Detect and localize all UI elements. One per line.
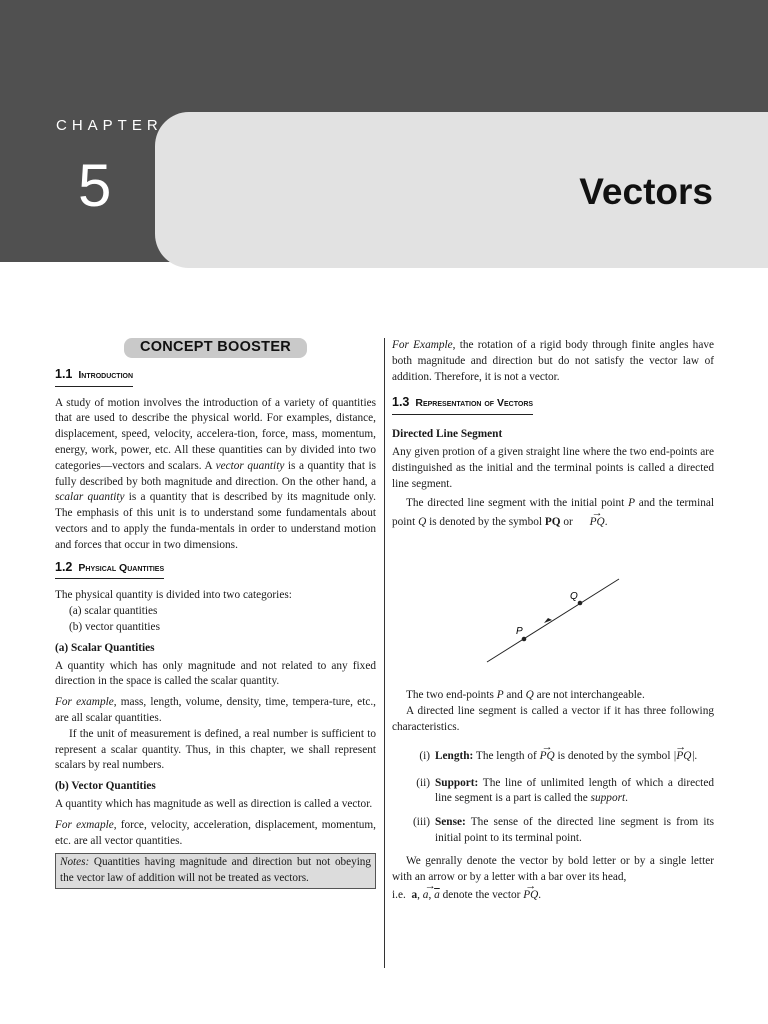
intro-vector-quantity: vector quantity bbox=[215, 459, 285, 472]
section-1-3-heading bbox=[392, 395, 533, 415]
symbol-a-bold: a bbox=[411, 889, 418, 902]
intro-paragraph bbox=[55, 396, 376, 554]
char-number: (ii) bbox=[416, 776, 430, 789]
point-p: P bbox=[628, 497, 635, 510]
intro-text-b: is a quantity that is fully described by both magnitude and direction. On the other hand, a bbox=[55, 459, 377, 488]
char2-text-a: The line of unlimited length of which a directed line segment is a part is called the bbox=[435, 776, 714, 805]
intro-text-c: is a quantity that is described by its magnitude only. The emphasis of this unit is to understand some fundamentals about vectors and to apply the funda-mentals in order to understand motion and forces that occur in two dimensions. bbox=[55, 491, 376, 551]
char-text: Support: The line of unlimited length of which a directed line segment is a part is called the support. bbox=[435, 776, 714, 805]
section-number: 1.1 bbox=[55, 366, 73, 381]
diagram-label-q: Q bbox=[570, 591, 578, 603]
symbol-a-bar: $\overline{a}$ bbox=[434, 889, 440, 902]
symbol-pq-arrow: → PQ bbox=[576, 513, 605, 532]
char-text bbox=[435, 744, 714, 768]
endpoints-text-b: are not interchangeable. bbox=[536, 689, 645, 702]
ie-text: i.e. bbox=[392, 889, 406, 902]
left-column bbox=[55, 338, 376, 889]
dls-sym-text-b: and the terminal point bbox=[392, 497, 715, 529]
section-title: Introduction bbox=[78, 368, 134, 381]
section-number: 1.2 bbox=[55, 559, 73, 574]
notes-label: Notes: bbox=[60, 856, 90, 869]
section-number: 1.3 bbox=[392, 395, 410, 410]
scalar-example-text: , mass, length, volume, density, time, tempera-ture, etc., are all scalar quantities. bbox=[55, 696, 376, 724]
vector-if-paragraph: A directed line segment is called a vector if it has three following characteristics. bbox=[392, 704, 714, 733]
pq-item-a: (a) scalar quantities bbox=[69, 605, 158, 618]
characteristic-sense bbox=[392, 815, 714, 847]
symbol-pq-bold: PQ bbox=[544, 516, 561, 529]
ie-line: i.e. a, → a, $\overline{a}$ denote the vector → PQ. bbox=[392, 885, 714, 905]
section-1-2-heading bbox=[55, 560, 164, 580]
scalar-definition: A quantity which has only magnitude and not related to any fixed direction in the space is called the scalar quantity. bbox=[55, 659, 376, 688]
directed-line-segment-diagram bbox=[392, 532, 714, 682]
endpoints-paragraph bbox=[392, 688, 714, 704]
point-q: Q bbox=[525, 689, 534, 702]
scalar-example bbox=[55, 695, 376, 727]
or-text: or bbox=[563, 516, 573, 529]
point-q-dot bbox=[578, 601, 583, 606]
dls-sym-text-c: is denoted by the symbol bbox=[429, 516, 543, 529]
section-1-1-heading bbox=[55, 367, 133, 387]
section-title: Representation of Vectors bbox=[415, 397, 534, 410]
point-q: Q bbox=[418, 516, 427, 529]
characteristic-support bbox=[392, 776, 714, 808]
scalar-heading: (a) Scalar Quantities bbox=[55, 641, 155, 654]
right-column bbox=[392, 338, 714, 905]
symbol-abs-pq: → |PQ|. bbox=[673, 744, 697, 768]
rotation-example-label: For Example bbox=[392, 339, 453, 351]
intro-text-a: A study of motion involves the introduction of a variety of quantities that are used to describe the physical world. For examples, distance, displacement, speed, velocity, accelera-tion, force, mass, momentum, energy, work, power, etc. All these quantities can by divided into two categories—vectors and scalars. A bbox=[55, 396, 376, 472]
vector-definition: A quantity which has magnitude as well as direction is called a vector. bbox=[55, 797, 373, 810]
section-title: Physical Quantities bbox=[78, 561, 165, 574]
vector-example-label: For exmaple bbox=[55, 818, 114, 831]
symbol-pq-arrow: → PQ bbox=[540, 744, 555, 768]
chapter-label: CHAPTER bbox=[56, 117, 163, 134]
denote-end-text: denote the vector bbox=[442, 889, 521, 902]
diagram-label-p: P bbox=[516, 626, 523, 638]
char3-text: The sense of the directed line segment is from its initial point to its terminal point. bbox=[435, 816, 715, 844]
characteristic-length bbox=[392, 744, 714, 768]
char2-support-term: support bbox=[590, 792, 626, 805]
symbol-pq-arrow: → PQ bbox=[523, 885, 538, 905]
concept-booster-badge: CONCEPT BOOSTER bbox=[124, 338, 307, 358]
column-divider bbox=[384, 338, 385, 968]
pq-intro: The physical quantity is divided into two categories: bbox=[55, 589, 292, 602]
char-label: Support: bbox=[435, 776, 479, 789]
booster-wrap bbox=[55, 338, 376, 358]
point-p-dot bbox=[522, 637, 527, 642]
dls-sym-text-a: The directed line segment with the initial point bbox=[406, 497, 625, 510]
vector-example bbox=[55, 818, 376, 850]
dls-definition: Any given protion of a given straight line where the two end-points are distinguished as the initial and the terminal points is called a directed line segment. bbox=[392, 445, 714, 490]
notes-box bbox=[55, 853, 376, 888]
char-text bbox=[435, 815, 714, 847]
char-number: (iii) bbox=[413, 816, 430, 829]
char-label: Length: bbox=[435, 749, 474, 762]
point-p: P bbox=[496, 689, 504, 702]
char-number: (i) bbox=[419, 749, 430, 762]
rotation-example bbox=[392, 338, 714, 385]
pq-item-b: (b) vector quantities bbox=[69, 620, 160, 633]
dls-heading: Directed Line Segment bbox=[392, 428, 503, 441]
chapter-title: Vectors bbox=[579, 171, 713, 212]
intro-scalar-quantity: scalar quantity bbox=[55, 491, 125, 504]
notes-text: Quantities having magnitude and direction but not obeying the vector law of addition will not be treated as vectors. bbox=[60, 856, 371, 884]
endpoints-text-a: The two end-points bbox=[406, 689, 494, 702]
denote-paragraph: We genrally denote the vector by bold letter or by a single letter with an arrow or by a letter with a bar over its head, bbox=[392, 854, 714, 883]
segment-line bbox=[487, 579, 619, 662]
dls-symbol-paragraph: The directed line segment with the initial point P and the terminal point Q is denoted by the symbol PQ or → PQ. bbox=[392, 494, 714, 532]
char1-text-a: The length of bbox=[475, 749, 537, 762]
scalar-example-label: For example bbox=[55, 696, 114, 709]
char-label: Sense: bbox=[435, 816, 466, 829]
vector-example-text: , force, velocity, acceleration, displacement, momentum, etc. are all vector quantities. bbox=[55, 818, 376, 847]
char1-text-b: is denoted by the symbol bbox=[557, 749, 671, 762]
and-text: and bbox=[506, 689, 523, 702]
rotation-example-text: , the rotation of a rigid body through finite angles have both magnitude and direction but do not satisfy the vector law of addition. Therefore, it is not a vector. bbox=[392, 339, 714, 383]
scalar-unit-paragraph: If the unit of measurement is defined, a real number is sufficient to represent a scalar quantity. Thus, in this chapter, we shall represent scalars by real numbers. bbox=[55, 727, 376, 772]
chapter-number: 5 bbox=[78, 152, 112, 219]
symbol-a-arrow: → a bbox=[423, 885, 429, 905]
vector-heading: (b) Vector Quantities bbox=[55, 780, 156, 793]
